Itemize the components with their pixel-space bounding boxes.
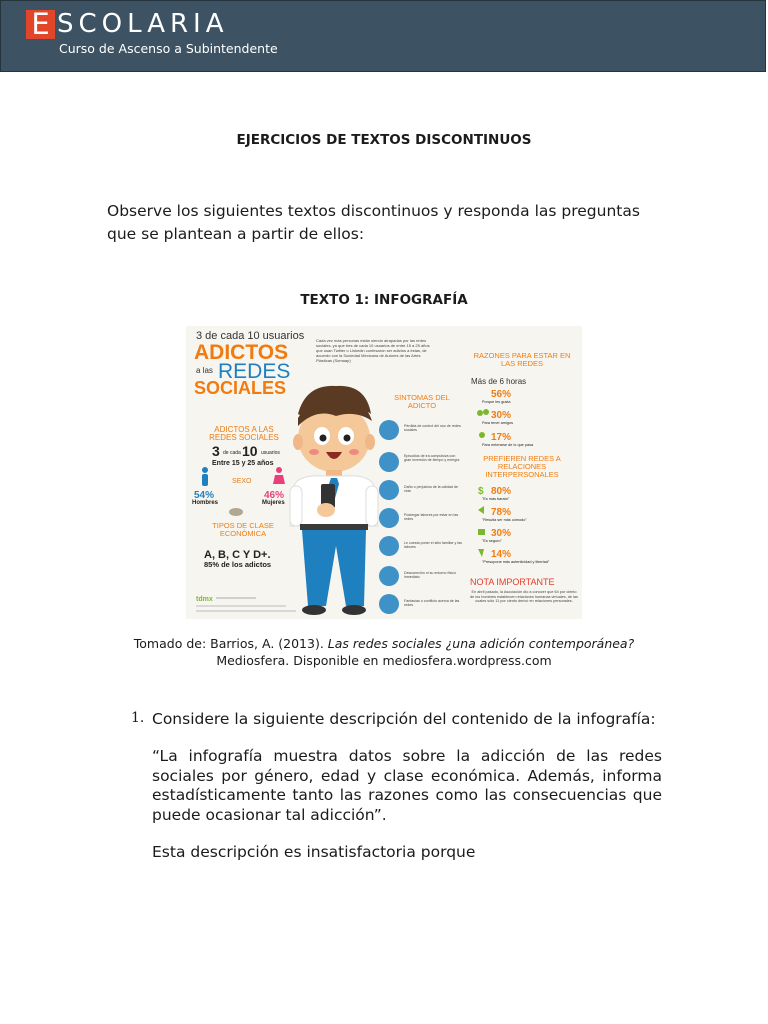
page-title: EJERCICIOS DE TEXTOS DISCONTINUOS bbox=[236, 132, 532, 148]
pref-2-label: "Resulta ser más cómodo" bbox=[482, 518, 527, 522]
pref-1-pct: 80% bbox=[491, 486, 512, 497]
pref-3-pct: 30% bbox=[491, 528, 512, 539]
info-women-pct: 46% bbox=[264, 490, 285, 501]
info-redes: REDES bbox=[218, 360, 291, 383]
razon-3-pct: 17% bbox=[491, 432, 512, 443]
info-ratio-a: 3 bbox=[212, 443, 220, 459]
info-ratio-d: usuarios bbox=[261, 450, 280, 456]
razon-2-pct: 30% bbox=[491, 410, 512, 421]
pref-1-label: "Es más barato" bbox=[482, 497, 510, 501]
pref-3-label: "Es seguro" bbox=[482, 539, 502, 543]
question-number: 1. bbox=[131, 710, 145, 726]
pref-4-label: "Presupone más autenticidad y libertad" bbox=[482, 560, 550, 564]
sintoma-5: Le cuesta poner el sitio familiar y las labores bbox=[404, 541, 462, 550]
coin-icon bbox=[229, 508, 243, 516]
sintoma-1: Pérdida de control del uso de redes sociales bbox=[404, 424, 461, 433]
image-caption bbox=[0, 635, 768, 669]
info-men-pct: 54% bbox=[194, 490, 215, 501]
brand-name: SCOLARIA bbox=[57, 9, 229, 39]
info-razones-heading: RAZONES PARA ESTAR EN LAS REDES bbox=[473, 352, 571, 368]
info-nota-heading: NOTA IMPORTANTE bbox=[470, 577, 555, 587]
sintoma-3: Daño o perjuicios de la calidad de vida bbox=[404, 485, 458, 494]
info-sociales: SOCIALES bbox=[194, 378, 287, 398]
question-quote: “La infografía muestra datos sobre la adicción de las redes sociales por género, edad y clase económica. Además, informa estadísticamente tanto las razones como las consecuencias que puede ocasionar tal adicción”. bbox=[152, 747, 662, 824]
sintoma-2: Episodios de ira compulsiva con gran inversión de tiempo y energía bbox=[404, 454, 460, 463]
info-clase-heading: TIPOS DE CLASE ECONÓMICA bbox=[212, 522, 274, 538]
sintoma-6: Desconexión ni su entorno físico inmediato bbox=[404, 571, 456, 580]
info-women: Mujeres bbox=[262, 500, 285, 506]
sintoma-4: Postergar labores por estar en las redes bbox=[404, 513, 459, 522]
info-adictos: ADICTOS bbox=[194, 341, 289, 364]
question-prompt: Esta descripción es insatisfactoria porque bbox=[152, 843, 476, 861]
header-banner bbox=[0, 0, 766, 72]
info-age-range: Entre 15 y 25 años bbox=[212, 460, 274, 467]
question-text: Considere la siguiente descripción del contenido de la infografía: bbox=[152, 710, 656, 728]
infographic-image bbox=[186, 326, 582, 619]
info-mas-6-horas: Más de 6 horas bbox=[471, 377, 527, 386]
caption-line2: Mediosfera. Disponible en mediosfera.wordpress.com bbox=[216, 653, 552, 668]
razon-1-pct: 56% bbox=[491, 389, 512, 400]
male-icon bbox=[202, 467, 208, 486]
info-blurb: Cada vez más personas están siendo atrapadas por las redes sociales, ya que tres de cada 10 usuarios de entre 15 a 25 años que usan Twitter o Linkedin confesaron ser adictos a éstas, de acuerdo con la Sociedad Mexicana de Autores de las Artes Plásticas (Somaap) bbox=[316, 338, 430, 363]
pref-2-pct: 78% bbox=[491, 507, 512, 518]
intro-paragraph: Observe los siguientes textos discontinuos y responda las preguntas que se plantean a partir de ellos: bbox=[107, 202, 640, 243]
info-a-las: a las bbox=[196, 366, 213, 375]
info-nota-text: En abril pasado, la Asociación dio a conocer que 64 por ciento de los hombres establecen relaciones humanas virtuales, de las cuales sólo 11 por ciento derivó en relaciones personales. bbox=[470, 590, 578, 604]
course-subtitle: Curso de Ascenso a Subintendente bbox=[59, 41, 278, 56]
info-prefieren-heading: PREFIEREN REDES A RELACIONES INTERPERSONALES bbox=[483, 455, 561, 479]
info-clases-pct: 85% de los adictos bbox=[204, 560, 272, 569]
info-sintomas-heading: SÍNTOMAS DEL ADICTO bbox=[394, 394, 450, 410]
logo-letter: E bbox=[31, 7, 50, 41]
logo-mark bbox=[26, 7, 55, 41]
caption-prefix: Tomado de: Barrios, A. (2013). bbox=[133, 636, 328, 651]
caption-title: Las redes sociales ¿una adición contemporánea? bbox=[327, 636, 635, 651]
info-ratio-b: de cada bbox=[223, 450, 241, 456]
razon-1-label: Porque les gusta bbox=[482, 400, 511, 404]
info-men: Hombres bbox=[192, 500, 219, 506]
info-clases: A, B, C Y D+. bbox=[204, 549, 271, 561]
razon-2-label: Para tener amigos bbox=[482, 421, 514, 425]
sintoma-7: Fantasías o conflicto acerca de las redes bbox=[404, 599, 460, 608]
info-source-logo: tdmx bbox=[196, 596, 213, 603]
info-sexo: SEXO bbox=[232, 478, 252, 485]
svg-text:$: $ bbox=[478, 486, 484, 497]
info-top-line: 3 de cada 10 usuarios bbox=[196, 330, 305, 342]
section-heading-texto1: TEXTO 1: INFOGRAFÍA bbox=[300, 292, 468, 308]
pref-4-pct: 14% bbox=[491, 549, 512, 560]
razon-3-label: Para enterarse de lo que pasa bbox=[482, 443, 534, 447]
info-adictos-heading: ADICTOS A LAS REDES SOCIALES bbox=[209, 426, 279, 442]
info-ratio-c: 10 bbox=[242, 443, 258, 459]
